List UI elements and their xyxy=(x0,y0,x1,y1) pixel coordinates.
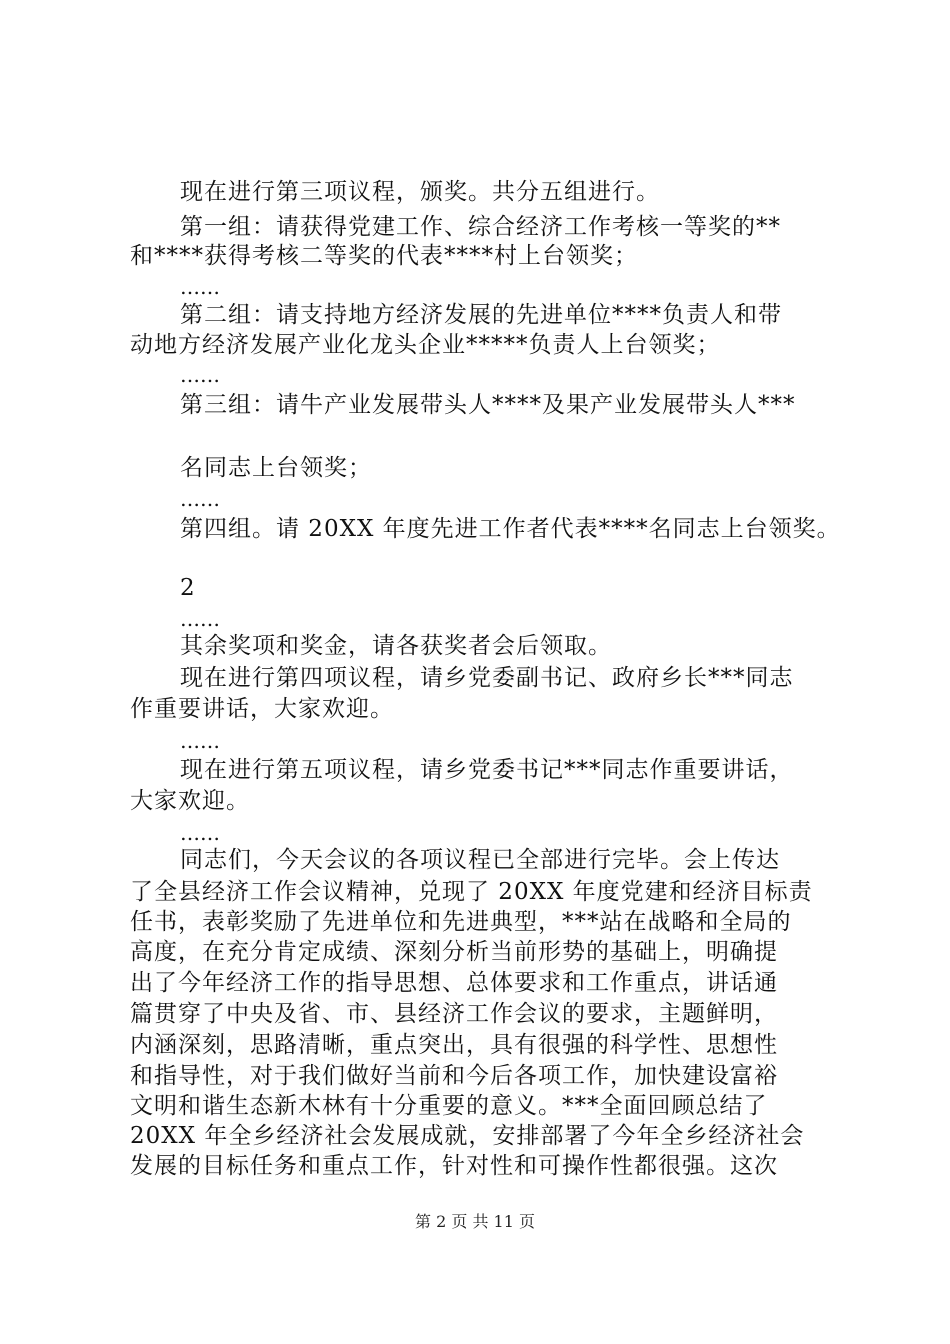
paragraph-line: 第四组。请 20XX 年度先进工作者代表****名同志上台领奖。 xyxy=(180,516,841,542)
paragraph-line: 现在进行第三项议程，颁奖。共分五组进行。 xyxy=(180,179,660,205)
paragraph-line: 同志们，今天会议的各项议程已全部进行完毕。会上传达 xyxy=(180,847,780,873)
paragraph-line: 现在进行第四项议程，请乡党委副书记、政府乡长***同志 xyxy=(180,665,794,691)
paragraph-line: 内涵深刻，思路清晰，重点突出，具有很强的科学性、思想性 xyxy=(130,1032,778,1058)
paragraph-line: 高度，在充分肯定成绩、深刻分析当前形势的基础上，明确提 xyxy=(130,939,778,965)
paragraph-line: 文明和谐生态新木林有十分重要的意义。***全面回顾总结了 xyxy=(130,1093,768,1119)
paragraph-line: 名同志上台领奖； xyxy=(180,455,372,481)
ellipsis-line: …… xyxy=(180,821,220,845)
paragraph-line: 发展的目标任务和重点工作，针对性和可操作性都很强。这次 xyxy=(130,1153,778,1179)
ellipsis-line: …… xyxy=(180,487,220,511)
paragraph-line: 其余奖项和奖金，请各获奖者会后领取。 xyxy=(180,633,612,659)
paragraph-line: 第三组：请牛产业发展带头人****及果产业发展带头人*** xyxy=(180,392,796,418)
paragraph-line: 出了今年经济工作的指导思想、总体要求和工作重点，讲话通 xyxy=(130,970,778,996)
page-footer: 第 2 页 共 11 页 xyxy=(415,1212,535,1231)
paragraph-line: 任书，表彰奖励了先进单位和先进典型，***站在战略和全局的 xyxy=(130,909,792,935)
paragraph-line: 作重要讲话，大家欢迎。 xyxy=(130,696,394,722)
page-number-inline: 2 xyxy=(180,575,196,601)
ellipsis-line: …… xyxy=(180,607,220,631)
paragraph-line: 和****获得考核二等奖的代表****村上台领奖； xyxy=(130,243,638,269)
ellipsis-line: …… xyxy=(180,729,220,753)
ellipsis-line: …… xyxy=(180,363,220,387)
paragraph-line: 大家欢迎。 xyxy=(130,788,250,814)
paragraph-line: 篇贯穿了中央及省、市、县经济工作会议的要求，主题鲜明， xyxy=(130,1001,778,1027)
paragraph-line: 第二组：请支持地方经济发展的先进单位****负责人和带 xyxy=(180,302,782,328)
paragraph-line: 现在进行第五项议程，请乡党委书记***同志作重要讲话， xyxy=(180,757,794,783)
paragraph-line: 20XX 年全乡经济社会发展成就，安排部署了今年全乡经济社会 xyxy=(130,1123,805,1149)
paragraph-line: 第一组：请获得党建工作、综合经济工作考核一等奖的** xyxy=(180,214,781,240)
paragraph-line: 了全县经济工作会议精神，兑现了 20XX 年度党建和经济目标责 xyxy=(130,879,813,905)
ellipsis-line: …… xyxy=(180,275,220,299)
paragraph-line: 和指导性，对于我们做好当前和今后各项工作，加快建设富裕 xyxy=(130,1063,778,1089)
paragraph-line: 动地方经济发展产业化龙头企业*****负责人上台领奖； xyxy=(130,332,721,358)
